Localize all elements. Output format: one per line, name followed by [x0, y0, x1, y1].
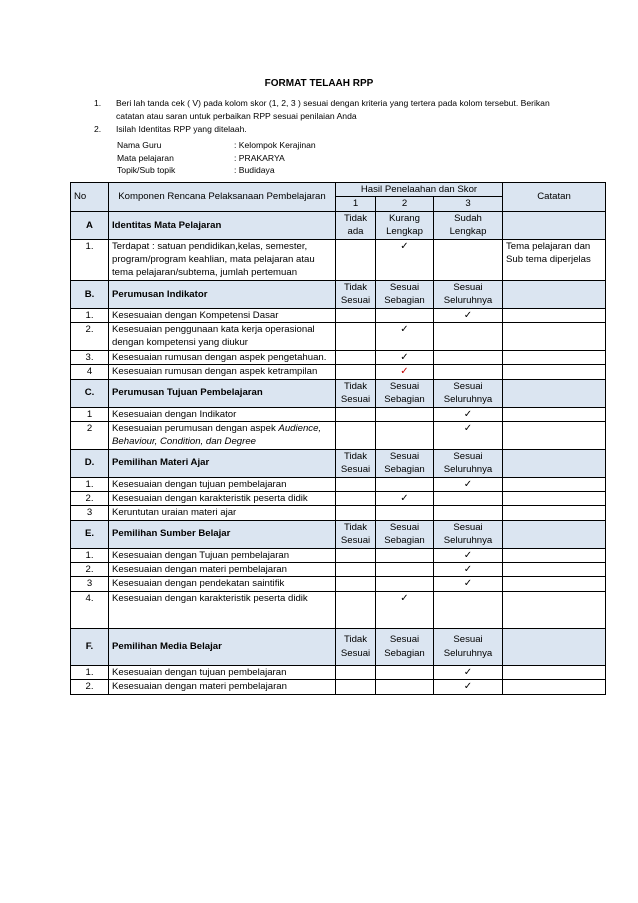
- criteria-text-main: Kesesuaian dengan Kompetensi Dasar: [112, 309, 279, 321]
- criteria-text-main: Kesesuaian dengan tujuan pembelajaran: [112, 478, 287, 490]
- notes-cell: [503, 308, 606, 322]
- criteria-text-main: Terdapat : satuan pendidikan,kelas, semester, program/program keahlian, mata pelajaran atau tema pelajaran/subtema, jumlah pertemuan: [112, 240, 315, 279]
- criteria-row: [71, 421, 606, 449]
- identity-row: [117, 164, 316, 177]
- notes-cell: [503, 548, 606, 562]
- section-code: C.: [71, 379, 109, 407]
- score-cell-3: [434, 365, 503, 379]
- scale-label: Kurang Lengkap: [376, 211, 434, 239]
- criteria-text: [109, 591, 336, 628]
- instruction-text: Isilah Identitas RPP yang ditelaah.: [116, 124, 247, 134]
- scale-label: Sesuai Seluruhnya: [434, 628, 503, 665]
- criteria-text-main: Kesesuaian dengan materi pembelajaran: [112, 563, 287, 575]
- score-cell-3: [434, 591, 503, 628]
- score-cell-1: [336, 477, 376, 491]
- score-cell-2: [376, 506, 434, 520]
- section-notes-cell: [503, 211, 606, 239]
- score-cell-3: [434, 350, 503, 364]
- review-table: [70, 182, 606, 695]
- header-component: Komponen Rencana Pelaksanaan Pembelajaran: [109, 183, 336, 212]
- section-header-row: [71, 379, 606, 407]
- header-score-3: 3: [434, 197, 503, 211]
- document-title: FORMAT TELAAH RPP: [264, 78, 374, 89]
- criteria-row: [71, 407, 606, 421]
- score-cell-1: [336, 577, 376, 591]
- section-notes-cell: [503, 628, 606, 665]
- check-mark-icon: ✓: [400, 592, 409, 604]
- score-cell-2: [376, 323, 434, 351]
- score-cell-3: [434, 323, 503, 351]
- identity-value: : Budidaya: [234, 165, 275, 175]
- score-cell-2: [376, 665, 434, 679]
- score-cell-2: [376, 477, 434, 491]
- check-mark-icon: ✓: [400, 351, 409, 363]
- section-name: Perumusan Indikator: [109, 280, 336, 308]
- header-result: Hasil Penelaahan dan Skor: [336, 183, 503, 197]
- score-cell-2: [376, 421, 434, 449]
- score-cell-2: [376, 491, 434, 505]
- section-header-row: [71, 520, 606, 548]
- instructions: [94, 97, 564, 136]
- score-cell-1: [336, 308, 376, 322]
- criteria-text: [109, 665, 336, 679]
- criteria-text: [109, 562, 336, 576]
- criteria-number: 3: [71, 577, 109, 591]
- criteria-text: [109, 308, 336, 322]
- header-score-2: 2: [376, 197, 434, 211]
- scale-label: Tidak Sesuai: [336, 520, 376, 548]
- criteria-number: 1.: [71, 239, 109, 280]
- table-body: [71, 211, 606, 694]
- notes-cell: [503, 407, 606, 421]
- criteria-text: [109, 350, 336, 364]
- criteria-row: [71, 562, 606, 576]
- criteria-text-main: Kesesuaian dengan Tujuan pembelajaran: [112, 549, 290, 561]
- identity-label: Mata pelajaran: [117, 152, 174, 163]
- notes-cell: [503, 491, 606, 505]
- notes-cell: [503, 562, 606, 576]
- scale-label: Sesuai Sebagian: [376, 449, 434, 477]
- score-cell-1: [336, 680, 376, 694]
- criteria-text-main: Kesesuaian dengan tujuan pembelajaran: [112, 666, 287, 678]
- section-notes-cell: [503, 449, 606, 477]
- score-cell-2: [376, 577, 434, 591]
- score-cell-1: [336, 665, 376, 679]
- scale-label: Tidak Sesuai: [336, 280, 376, 308]
- score-cell-3: [434, 407, 503, 421]
- check-mark-icon: ✓: [463, 422, 473, 434]
- criteria-row: [71, 591, 606, 628]
- criteria-number: 2: [71, 421, 109, 449]
- criteria-text: [109, 491, 336, 505]
- check-mark-icon: ✓: [463, 549, 473, 561]
- instruction-text: Beri lah tanda cek ( V) pada kolom skor (1, 2, 3 ) sesuai dengan kriteria yang tertera pada kolom tersebut. Berikan catatan atau saran untuk perbaikan RPP sesuai penilaian Anda: [116, 98, 550, 121]
- instruction-number: 2.: [94, 124, 102, 134]
- criteria-text: [109, 577, 336, 591]
- scale-label: Sesuai Sebagian: [376, 628, 434, 665]
- score-cell-3: [434, 680, 503, 694]
- section-name: Identitas Mata Pelajaran: [109, 211, 336, 239]
- identity-label: Topik/Sub topik: [117, 165, 176, 175]
- criteria-text-italic: Audience, Behaviour, Condition, dan Degree: [112, 422, 322, 448]
- criteria-number: 1.: [71, 665, 109, 679]
- criteria-number: 1.: [71, 308, 109, 322]
- section-notes-cell: [503, 520, 606, 548]
- check-mark-icon: ✓: [463, 666, 473, 678]
- section-header-row: [71, 280, 606, 308]
- score-cell-3: [434, 506, 503, 520]
- score-cell-1: [336, 562, 376, 576]
- criteria-text-main: Kesesuaian rumusan dengan aspek pengetahuan.: [112, 351, 327, 363]
- criteria-number: 3.: [71, 350, 109, 364]
- criteria-text: [109, 548, 336, 562]
- instruction-number: 1.: [94, 98, 102, 108]
- score-cell-1: [336, 323, 376, 351]
- criteria-text-main: Kesesuaian perumusan dengan aspek: [112, 422, 276, 434]
- check-mark-icon: ✓: [463, 478, 473, 490]
- score-cell-1: [336, 407, 376, 421]
- notes-cell: [503, 506, 606, 520]
- identity-row: [117, 152, 316, 165]
- score-cell-2: [376, 548, 434, 562]
- score-cell-3: [434, 577, 503, 591]
- scale-label: Sesuai Sebagian: [376, 520, 434, 548]
- score-cell-3: [434, 665, 503, 679]
- criteria-text: [109, 323, 336, 351]
- criteria-row: [71, 506, 606, 520]
- scale-label: Sesuai Seluruhnya: [434, 520, 503, 548]
- scale-label: Sesuai Sebagian: [376, 280, 434, 308]
- criteria-row: [71, 491, 606, 505]
- score-cell-2: [376, 680, 434, 694]
- section-header-row: [71, 628, 606, 665]
- check-mark-icon: ✓: [463, 578, 473, 590]
- score-cell-1: [336, 239, 376, 280]
- criteria-text: [109, 421, 336, 449]
- score-cell-1: [336, 591, 376, 628]
- check-mark-icon: ✓: [400, 324, 409, 336]
- score-cell-3: [434, 477, 503, 491]
- criteria-text-main: Kesesuaian dengan karakteristik peserta didik: [112, 592, 308, 604]
- criteria-row: [71, 665, 606, 679]
- criteria-row: [71, 577, 606, 591]
- criteria-text: [109, 506, 336, 520]
- score-cell-1: [336, 421, 376, 449]
- notes-cell: [503, 323, 606, 351]
- criteria-row: [71, 239, 606, 280]
- table-header: [71, 183, 606, 212]
- scale-label: Sudah Lengkap: [434, 211, 503, 239]
- scale-label: Tidak ada: [336, 211, 376, 239]
- criteria-row: [71, 548, 606, 562]
- criteria-text-main: Kesesuaian dengan pendekatan saintifik: [112, 578, 285, 590]
- header-no: No: [71, 183, 109, 212]
- score-cell-2: [376, 350, 434, 364]
- criteria-number: 2.: [71, 323, 109, 351]
- scale-label: Sesuai Seluruhnya: [434, 449, 503, 477]
- scale-label: Sesuai Seluruhnya: [434, 280, 503, 308]
- check-mark-icon: ✓: [400, 366, 409, 378]
- section-name: Perumusan Tujuan Pembelajaran: [109, 379, 336, 407]
- score-cell-2: [376, 239, 434, 280]
- notes-cell: [503, 365, 606, 379]
- instruction-item: [94, 97, 564, 123]
- header-score-1: 1: [336, 197, 376, 211]
- criteria-number: 2.: [71, 562, 109, 576]
- section-code: F.: [71, 628, 109, 665]
- score-cell-1: [336, 506, 376, 520]
- criteria-row: [71, 680, 606, 694]
- notes-cell: [503, 591, 606, 628]
- criteria-number: 2.: [71, 680, 109, 694]
- score-cell-2: [376, 407, 434, 421]
- rpp-identity: [117, 139, 316, 177]
- scale-label: Sesuai Seluruhnya: [434, 379, 503, 407]
- instruction-item: [94, 123, 564, 136]
- section-code: B.: [71, 280, 109, 308]
- criteria-text-main: Kesesuaian dengan materi pembelajaran: [112, 681, 287, 693]
- score-cell-3: [434, 421, 503, 449]
- criteria-number: 4: [71, 365, 109, 379]
- identity-value: : Kelompok Kerajinan: [234, 140, 316, 150]
- criteria-text: [109, 407, 336, 421]
- scale-label: Sesuai Sebagian: [376, 379, 434, 407]
- notes-cell: [503, 577, 606, 591]
- score-cell-3: [434, 491, 503, 505]
- section-notes-cell: [503, 280, 606, 308]
- score-cell-2: [376, 308, 434, 322]
- notes-cell: Tema pelajaran dan Sub tema diperjelas: [503, 239, 606, 280]
- header-notes: Catatan: [503, 183, 606, 212]
- notes-cell: [503, 477, 606, 491]
- criteria-text: [109, 365, 336, 379]
- section-code: A: [71, 211, 109, 239]
- check-mark-icon: ✓: [400, 240, 409, 252]
- criteria-text-main: Kesesuaian rumusan dengan aspek ketrampilan: [112, 366, 318, 378]
- criteria-row: [71, 323, 606, 351]
- criteria-row: [71, 308, 606, 322]
- criteria-number: 4.: [71, 591, 109, 628]
- check-mark-icon: ✓: [463, 408, 473, 420]
- criteria-text-main: Kesesuaian dengan karakteristik peserta didik: [112, 492, 308, 504]
- criteria-text: [109, 239, 336, 280]
- score-cell-1: [336, 548, 376, 562]
- section-code: E.: [71, 520, 109, 548]
- score-cell-2: [376, 562, 434, 576]
- scale-label: Tidak Sesuai: [336, 379, 376, 407]
- score-cell-2: [376, 591, 434, 628]
- notes-cell: [503, 350, 606, 364]
- criteria-number: 3: [71, 506, 109, 520]
- section-notes-cell: [503, 379, 606, 407]
- section-header-row: [71, 449, 606, 477]
- score-cell-2: [376, 365, 434, 379]
- section-name: Pemilihan Media Belajar: [109, 628, 336, 665]
- identity-label: Nama Guru: [117, 140, 162, 150]
- score-cell-3: [434, 548, 503, 562]
- criteria-number: 1: [71, 407, 109, 421]
- section-code: D.: [71, 449, 109, 477]
- check-mark-icon: ✓: [463, 309, 473, 321]
- criteria-text: [109, 477, 336, 491]
- criteria-row: [71, 477, 606, 491]
- notes-cell: [503, 680, 606, 694]
- criteria-row: [71, 365, 606, 379]
- identity-row: [117, 139, 316, 152]
- notes-cell: [503, 665, 606, 679]
- score-cell-3: [434, 562, 503, 576]
- criteria-text: [109, 680, 336, 694]
- notes-cell: [503, 421, 606, 449]
- score-cell-3: [434, 239, 503, 280]
- criteria-number: 2.: [71, 491, 109, 505]
- score-cell-1: [336, 350, 376, 364]
- score-cell-3: [434, 308, 503, 322]
- criteria-number: 1.: [71, 477, 109, 491]
- section-name: Pemilihan Materi Ajar: [109, 449, 336, 477]
- criteria-row: [71, 350, 606, 364]
- check-mark-icon: ✓: [463, 563, 473, 575]
- score-cell-1: [336, 365, 376, 379]
- identity-value: : PRAKARYA: [234, 152, 285, 163]
- check-mark-icon: ✓: [400, 492, 409, 504]
- section-name: Pemilihan Sumber Belajar: [109, 520, 336, 548]
- criteria-number: 1.: [71, 548, 109, 562]
- scale-label: Tidak Sesuai: [336, 449, 376, 477]
- score-cell-1: [336, 491, 376, 505]
- criteria-text-main: Kesesuaian dengan Indikator: [112, 408, 237, 420]
- criteria-text-main: Keruntutan uraian materi ajar: [112, 507, 237, 519]
- check-mark-icon: ✓: [463, 681, 473, 693]
- criteria-text-main: Kesesuaian penggunaan kata kerja operasional dengan kompetensi yang diukur: [112, 324, 315, 349]
- scale-label: Tidak Sesuai: [336, 628, 376, 665]
- section-header-row: [71, 211, 606, 239]
